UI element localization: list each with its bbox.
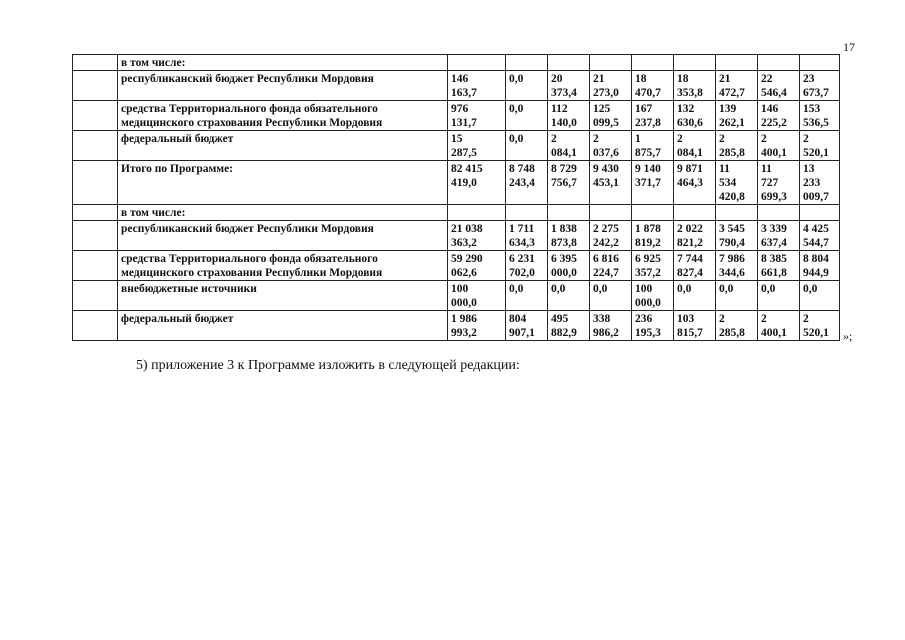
value-cell [632,161,674,205]
value-line: 037,6 [593,147,619,159]
value-line: 18 [635,73,647,85]
value-line: 9 430 [593,163,619,175]
value-line: 6 925 [635,253,661,265]
value-line: 237,8 [635,117,661,129]
value-line: 420,8 [719,191,745,203]
value-cell [758,251,800,281]
value-line: 702,0 [509,267,535,279]
value-line: 472,7 [719,87,745,99]
value-cell [716,55,758,71]
value-cell [800,221,840,251]
value-cell [674,221,716,251]
value-line: 0,0 [509,73,524,85]
value-line: 0,0 [551,283,566,295]
value-cell [800,55,840,71]
value-line: 9 140 [635,163,661,175]
value-cell [758,131,800,161]
value-line: 699,3 [761,191,787,203]
value-line: 0,0 [803,283,818,295]
value-cell [674,205,716,221]
value-line: 8 729 [551,163,577,175]
row-label: средства Территориального фонда обязательного медицинского страхования Республики Мордовия [118,101,448,131]
value-line: 13 [803,163,815,175]
value-cell [716,161,758,205]
value-line: 062,6 [451,267,477,279]
row-label: федеральный бюджет [118,311,448,341]
value-cell [506,251,548,281]
value-line: 285,8 [719,147,745,159]
value-line: 132 [677,103,695,115]
value-cell [716,71,758,101]
value-cell [758,55,800,71]
value-cell [548,131,590,161]
empty-index-cell [73,251,118,281]
value-line: 400,1 [761,327,787,339]
value-line: 3 545 [719,223,745,235]
paragraph-item-5: 5) приложение 3 к Программе изложить в следующей редакции: [136,358,520,373]
value-line: 22 [761,73,773,85]
value-line: 0,0 [677,283,692,295]
value-line: 125 [593,103,611,115]
value-cell [800,101,840,131]
value-line: 225,2 [761,117,787,129]
value-line: 18 [677,73,689,85]
value-line: 8 748 [509,163,535,175]
value-cell [506,311,548,341]
value-line: 2 [677,133,683,145]
value-line: 0,0 [761,283,776,295]
value-cell [590,311,632,341]
value-line: 0,0 [719,283,734,295]
empty-index-cell [73,161,118,205]
value-line: 353,8 [677,87,703,99]
value-line: 400,1 [761,147,787,159]
value-cell [758,281,800,311]
value-cell [448,101,506,131]
value-line: 140,0 [551,117,577,129]
value-line: 453,1 [593,177,619,189]
value-line: 20 [551,73,563,85]
value-line: 153 [803,103,821,115]
value-line: 82 415 [451,163,483,175]
value-line: 495 [551,313,569,325]
value-line: 131,7 [451,117,477,129]
value-cell [758,205,800,221]
empty-index-cell [73,281,118,311]
value-line: 100 [451,283,469,295]
value-line: 163,7 [451,87,477,99]
value-cell [632,131,674,161]
value-line: 273,0 [593,87,619,99]
value-cell [548,71,590,101]
value-line: 827,4 [677,267,703,279]
value-cell [800,161,840,205]
value-line: 084,1 [551,147,577,159]
value-cell [448,71,506,101]
table-row [73,71,840,101]
value-line: 544,7 [803,237,829,249]
row-label: в том числе: [118,55,448,71]
value-line: 1 [635,133,641,145]
row-label: внебюджетные источники [118,281,448,311]
value-cell [448,55,506,71]
value-line: 790,4 [719,237,745,249]
closing-quote-mark: »; [843,329,853,343]
value-cell [674,71,716,101]
table-row [73,101,840,131]
value-line: 976 [451,103,469,115]
value-cell [506,205,548,221]
value-cell [506,55,548,71]
value-line: 1 838 [551,223,577,235]
value-line: 23 [803,73,815,85]
value-line: 9 871 [677,163,703,175]
value-cell [674,161,716,205]
value-line: 262,1 [719,117,745,129]
value-cell [674,311,716,341]
value-cell [632,251,674,281]
row-label: федеральный бюджет [118,131,448,161]
value-cell [590,205,632,221]
table-row [73,55,840,71]
value-line: 2 022 [677,223,703,235]
value-cell [548,311,590,341]
value-cell [674,281,716,311]
value-line: 986,2 [593,327,619,339]
value-line: 2 [761,313,767,325]
value-line: 7 744 [677,253,703,265]
value-line: 0,0 [509,133,524,145]
value-cell [506,71,548,101]
value-line: 243,4 [509,177,535,189]
value-cell [506,131,548,161]
value-cell [448,131,506,161]
value-line: 520,1 [803,147,829,159]
value-line: 146 [761,103,779,115]
value-line: 1 711 [509,223,535,235]
value-line: 146 [451,73,469,85]
value-line: 819,2 [635,237,661,249]
page-number: 17 [843,40,855,54]
value-cell [548,251,590,281]
table-row [73,311,840,341]
value-line: 464,3 [677,177,703,189]
row-label: средства Территориального фонда обязательного медицинского страхования Республики Мордовия [118,251,448,281]
row-label: республиканский бюджет Республики Мордовия [118,221,448,251]
value-cell [674,101,716,131]
value-line: 804 [509,313,527,325]
row-label: Итого по Программе: [118,161,448,205]
value-cell [590,55,632,71]
value-line: 103 [677,313,695,325]
value-cell [632,205,674,221]
value-cell [716,281,758,311]
value-line: 195,3 [635,327,661,339]
value-line: 7 986 [719,253,745,265]
value-cell [448,251,506,281]
value-line: 3 339 [761,223,787,235]
table-row [73,251,840,281]
value-line: 009,7 [803,191,829,203]
table-row [73,131,840,161]
value-line: 000,0 [451,297,477,309]
value-line: 363,2 [451,237,477,249]
value-line: 520,1 [803,327,829,339]
value-line: 000,0 [551,267,577,279]
value-cell [448,311,506,341]
value-line: 344,6 [719,267,745,279]
value-cell [716,205,758,221]
value-line: 59 290 [451,253,483,265]
value-line: 236 [635,313,653,325]
value-line: 1 878 [635,223,661,235]
value-line: 242,2 [593,237,619,249]
table-row [73,161,840,205]
table-row [73,281,840,311]
empty-index-cell [73,131,118,161]
value-line: 11 [719,163,730,175]
value-cell [548,281,590,311]
value-line: 167 [635,103,653,115]
value-line: 139 [719,103,737,115]
value-cell [632,101,674,131]
value-line: 4 425 [803,223,829,235]
value-line: 673,7 [803,87,829,99]
value-cell [632,71,674,101]
value-cell [800,205,840,221]
value-line: 470,7 [635,87,661,99]
value-line: 2 [803,133,809,145]
value-line: 15 [451,133,463,145]
value-cell [590,221,632,251]
value-line: 6 231 [509,253,535,265]
value-line: 084,1 [677,147,703,159]
table-row [73,221,840,251]
value-line: 11 [761,163,772,175]
value-line: 338 [593,313,611,325]
value-line: 357,2 [635,267,661,279]
empty-index-cell [73,311,118,341]
value-line: 224,7 [593,267,619,279]
value-cell [800,251,840,281]
row-label: республиканский бюджет Республики Мордовия [118,71,448,101]
value-line: 6 395 [551,253,577,265]
value-line: 536,5 [803,117,829,129]
value-line: 546,4 [761,87,787,99]
value-cell [506,101,548,131]
value-line: 21 [719,73,731,85]
value-cell [674,131,716,161]
value-cell [448,161,506,205]
empty-index-cell [73,55,118,71]
empty-index-cell [73,221,118,251]
value-line: 634,3 [509,237,535,249]
value-line: 8 385 [761,253,787,265]
value-line: 727 [761,177,779,189]
value-cell [800,281,840,311]
value-cell [448,205,506,221]
value-line: 2 [719,133,725,145]
value-cell [548,205,590,221]
value-cell [548,161,590,205]
value-line: 419,0 [451,177,477,189]
value-cell [716,251,758,281]
value-line: 371,7 [635,177,661,189]
value-line: 0,0 [509,283,524,295]
value-line: 993,2 [451,327,477,339]
value-line: 907,1 [509,327,535,339]
empty-index-cell [73,71,118,101]
value-line: 821,2 [677,237,703,249]
value-cell [758,161,800,205]
value-line: 2 [803,313,809,325]
value-line: 000,0 [635,297,661,309]
value-cell [448,221,506,251]
value-cell [632,311,674,341]
value-cell [506,281,548,311]
value-cell [632,281,674,311]
value-line: 2 275 [593,223,619,235]
value-line: 373,4 [551,87,577,99]
value-line: 1 986 [451,313,477,325]
value-cell [758,71,800,101]
value-line: 661,8 [761,267,787,279]
value-cell [590,101,632,131]
value-line: 875,7 [635,147,661,159]
value-line: 2 [551,133,557,145]
empty-index-cell [73,205,118,221]
value-cell [590,251,632,281]
value-line: 099,5 [593,117,619,129]
value-line: 21 038 [451,223,483,235]
value-line: 233 [803,177,821,189]
value-line: 0,0 [593,283,608,295]
budget-table [72,54,840,341]
value-cell [590,71,632,101]
value-line: 2 [593,133,599,145]
value-line: 534 [719,177,737,189]
value-cell [716,221,758,251]
value-cell [448,281,506,311]
value-line: 756,7 [551,177,577,189]
value-cell [674,55,716,71]
value-cell [632,55,674,71]
value-cell [758,311,800,341]
value-cell [590,131,632,161]
value-cell [590,281,632,311]
value-cell [800,131,840,161]
value-cell [758,221,800,251]
value-line: 2 [761,133,767,145]
value-line: 882,9 [551,327,577,339]
value-line: 637,4 [761,237,787,249]
value-line: 285,8 [719,327,745,339]
value-cell [716,311,758,341]
row-label: в том числе: [118,205,448,221]
value-line: 873,8 [551,237,577,249]
value-cell [548,221,590,251]
value-cell [674,251,716,281]
value-line: 630,6 [677,117,703,129]
value-cell [716,101,758,131]
value-line: 112 [551,103,568,115]
value-cell [548,55,590,71]
value-cell [800,311,840,341]
value-line: 8 804 [803,253,829,265]
value-cell [800,71,840,101]
value-cell [590,161,632,205]
value-cell [506,221,548,251]
value-cell [632,221,674,251]
value-cell [716,131,758,161]
value-cell [506,161,548,205]
value-line: 2 [719,313,725,325]
empty-index-cell [73,101,118,131]
table-row [73,205,840,221]
value-line: 815,7 [677,327,703,339]
value-line: 287,5 [451,147,477,159]
value-cell [758,101,800,131]
value-line: 944,9 [803,267,829,279]
value-line: 6 816 [593,253,619,265]
value-line: 100 [635,283,653,295]
value-line: 21 [593,73,605,85]
value-line: 0,0 [509,103,524,115]
value-cell [548,101,590,131]
